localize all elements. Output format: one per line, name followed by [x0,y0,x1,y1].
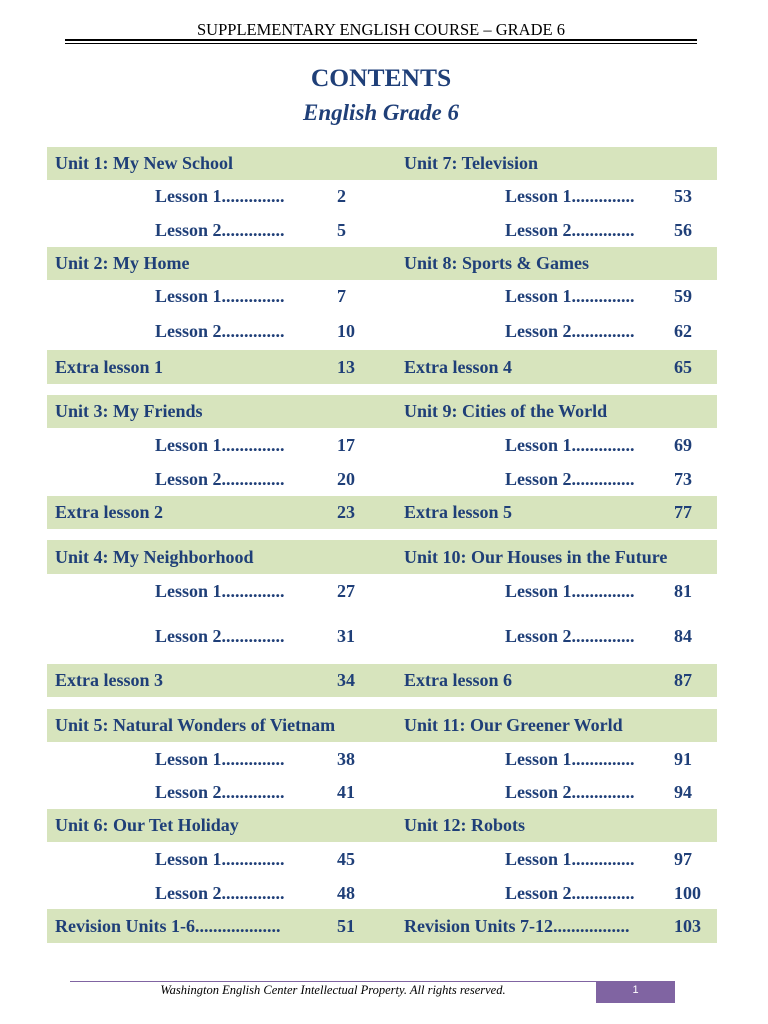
lesson-row [47,574,717,608]
unit-5-title: Unit 5: Natural Wonders of Vietnam [55,715,336,735]
unit-2-lesson-2-label: Lesson 2.............. [155,321,285,341]
extra-lesson-3-page: 34 [337,670,355,690]
unit-2-lesson-2-page: 10 [337,321,355,341]
course-header: SUPPLEMENTARY ENGLISH COURSE – GRADE 6 [197,20,565,39]
lesson-row [47,313,717,350]
unit-7-lesson-1-label: Lesson 1.............. [505,186,635,206]
lesson-row [47,608,717,664]
unit-10-title: Unit 10: Our Houses in the Future [404,547,668,567]
unit-12-lesson-2-page: 100 [674,883,701,903]
unit-6-lesson-1-label: Lesson 1.............. [155,849,285,869]
extra-lesson-4-page: 65 [674,357,692,377]
page-number-badge [596,981,675,1003]
extra-lesson-6-label: Extra lesson 6 [404,670,512,690]
revision-units-1-6-page: 51 [337,916,355,936]
unit-3-lesson-1-label: Lesson 1.............. [155,435,285,455]
extra-lesson-3-label: Extra lesson 3 [55,670,163,690]
extra-lesson-1-page: 13 [337,357,355,377]
extra-lesson-2-label: Extra lesson 2 [55,502,163,522]
extra-lesson-6-page: 87 [674,670,692,690]
unit-8-lesson-2-page: 62 [674,321,692,341]
lesson-row [47,180,717,213]
unit-6-lesson-2-page: 48 [337,883,355,903]
unit-8-lesson-1-label: Lesson 1.............. [505,286,635,306]
unit-9-lesson-2-page: 73 [674,469,692,489]
unit-8-lesson-1-page: 59 [674,286,692,306]
unit-3-lesson-1-page: 17 [337,435,355,455]
unit-4-lesson-1-label: Lesson 1.............. [155,581,285,601]
unit-10-lesson-2-label: Lesson 2.............. [505,626,635,646]
unit-1-lesson-2-page: 5 [337,220,346,240]
lesson-row [47,462,717,496]
unit-9-lesson-1-page: 69 [674,435,692,455]
unit-11-lesson-1-label: Lesson 1.............. [505,749,635,769]
unit-2-lesson-1-page: 7 [337,286,346,306]
lesson-row [47,428,717,462]
unit-1-title: Unit 1: My New School [55,153,233,173]
unit-11-title: Unit 11: Our Greener World [404,715,623,735]
unit-11-lesson-1-page: 91 [674,749,692,769]
page-subtitle: English Grade 6 [303,100,459,125]
unit-7-title: Unit 7: Television [404,153,539,173]
unit-8-lesson-2-label: Lesson 2.............. [505,321,635,341]
unit-12-lesson-1-label: Lesson 1.............. [505,849,635,869]
lesson-row [47,877,717,909]
extra-lesson-row [47,664,717,697]
unit-6-lesson-2-label: Lesson 2.............. [155,883,285,903]
unit-1-lesson-1-page: 2 [337,186,346,206]
unit-12-lesson-2-label: Lesson 2.............. [505,883,635,903]
page-number: 1 [632,984,639,996]
lesson-row [47,842,717,877]
unit-9-lesson-2-label: Lesson 2.............. [505,469,635,489]
revision-units-7-12-label: Revision Units 7-12................. [404,916,630,936]
unit-4-lesson-2-page: 31 [337,626,355,646]
revision-units-1-6-label: Revision Units 1-6................... [55,916,281,936]
unit-7-lesson-1-page: 53 [674,186,692,206]
unit-11-lesson-2-page: 94 [674,782,692,802]
extra-lesson-5-page: 77 [674,502,692,522]
unit-6-lesson-1-page: 45 [337,849,355,869]
unit-1-lesson-2-label: Lesson 2.............. [155,220,285,240]
unit-3-lesson-2-label: Lesson 2.............. [155,469,285,489]
revision-units-7-12-page: 103 [674,916,701,936]
unit-10-lesson-2-page: 84 [674,626,692,646]
unit-12-lesson-1-page: 97 [674,849,692,869]
unit-heading-row [47,809,717,842]
unit-heading-row [47,147,717,180]
revision-row [47,909,717,943]
unit-11-lesson-2-label: Lesson 2.............. [505,782,635,802]
unit-heading-row [47,540,717,574]
unit-5-lesson-1-page: 38 [337,749,355,769]
extra-lesson-row [47,350,717,384]
unit-3-title: Unit 3: My Friends [55,401,203,421]
unit-8-title: Unit 8: Sports & Games [404,253,589,273]
extra-lesson-5-label: Extra lesson 5 [404,502,512,522]
footer-rule [70,981,675,982]
unit-heading-row [47,247,717,280]
extra-lesson-2-page: 23 [337,502,355,522]
unit-9-title: Unit 9: Cities of the World [404,401,608,421]
unit-9-lesson-1-label: Lesson 1.............. [505,435,635,455]
unit-5-lesson-1-label: Lesson 1.............. [155,749,285,769]
unit-7-lesson-2-page: 56 [674,220,692,240]
unit-heading-row [47,395,717,428]
page-title: CONTENTS [310,63,452,92]
unit-10-lesson-1-page: 81 [674,581,692,601]
unit-1-lesson-1-label: Lesson 1.............. [155,186,285,206]
header-rule-thick [65,39,697,41]
unit-2-lesson-1-label: Lesson 1.............. [155,286,285,306]
extra-lesson-4-label: Extra lesson 4 [404,357,512,377]
header-rule-thin [65,43,697,44]
unit-heading-row [47,709,717,742]
unit-2-title: Unit 2: My Home [55,253,190,273]
unit-4-lesson-1-page: 27 [337,581,355,601]
lesson-row [47,213,717,247]
unit-4-lesson-2-label: Lesson 2.............. [155,626,285,646]
unit-10-lesson-1-label: Lesson 1.............. [505,581,635,601]
unit-5-lesson-2-label: Lesson 2.............. [155,782,285,802]
extra-lesson-1-label: Extra lesson 1 [55,357,163,377]
unit-5-lesson-2-page: 41 [337,782,355,802]
footer-copyright: Washington English Center Intellectual Property. All rights reserved. [160,983,506,997]
extra-lesson-row [47,496,717,529]
lesson-row [47,742,717,776]
unit-7-lesson-2-label: Lesson 2.............. [505,220,635,240]
lesson-row [47,776,717,809]
unit-4-title: Unit 4: My Neighborhood [55,547,254,567]
unit-6-title: Unit 6: Our Tet Holiday [55,815,239,835]
unit-3-lesson-2-page: 20 [337,469,355,489]
lesson-row [47,280,717,313]
unit-12-title: Unit 12: Robots [404,815,526,835]
